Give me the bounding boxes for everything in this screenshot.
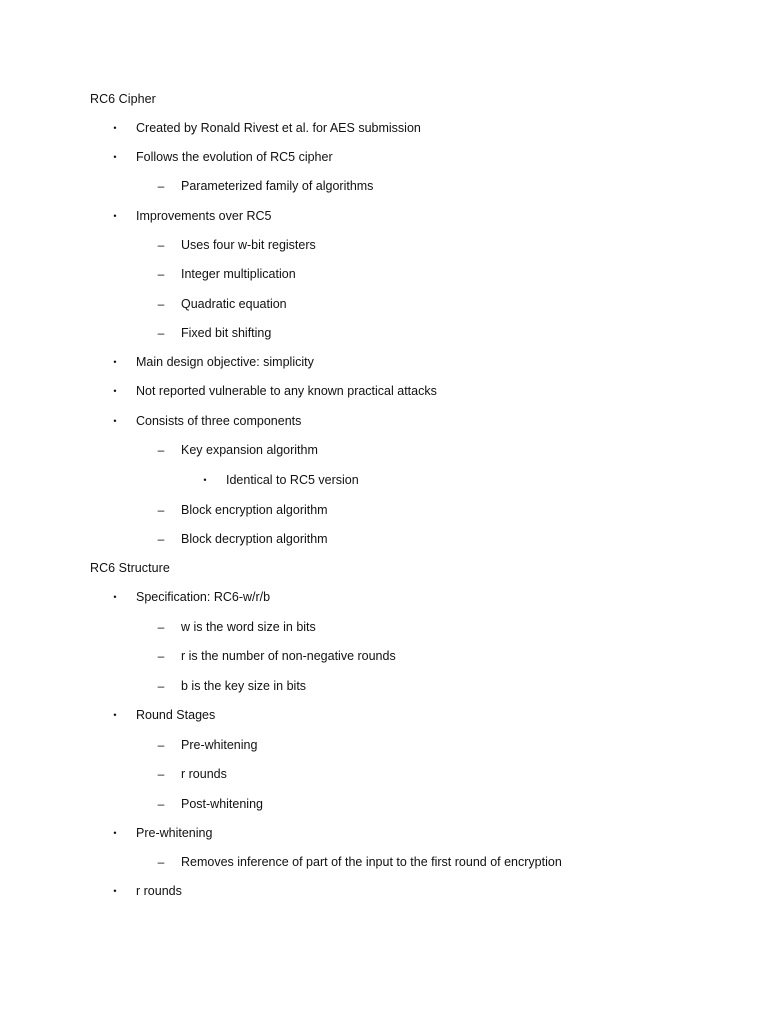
dash-marker: – [157, 620, 165, 634]
bullet-marker: • [113, 828, 117, 838]
bullet-marker: • [113, 592, 117, 602]
list-item-text: Follows the evolution of RC5 cipher [136, 150, 333, 164]
bullet-marker: • [203, 475, 207, 485]
list-item-text: Fixed bit shifting [181, 326, 272, 340]
list-item-text: r rounds [181, 767, 227, 781]
dash-marker: – [157, 179, 165, 193]
list-item-text: Block decryption algorithm [181, 532, 328, 546]
list-item-text: Uses four w-bit registers [181, 238, 316, 252]
dash-marker: – [157, 679, 165, 693]
list-item-text: Parameterized family of algorithms [181, 179, 374, 193]
dash-marker: – [157, 238, 165, 252]
dash-marker: – [157, 532, 165, 546]
list-item-text: Specification: RC6-w/r/b [136, 590, 271, 604]
list-item-text: Not reported vulnerable to any known practical attacks [136, 384, 437, 398]
bullet-marker: • [113, 123, 117, 133]
list-item-text: r rounds [136, 884, 182, 898]
list-item-text: b is the key size in bits [181, 679, 307, 693]
bullet-marker: • [113, 416, 117, 426]
dash-marker: – [157, 267, 165, 281]
list-item-text: Improvements over RC5 [136, 209, 272, 223]
dash-marker: – [157, 443, 165, 457]
dash-marker: – [157, 649, 165, 663]
dash-marker: – [157, 738, 165, 752]
dash-marker: – [157, 503, 165, 517]
bullet-marker: • [113, 211, 117, 221]
dash-marker: – [157, 767, 165, 781]
bullet-marker: • [113, 710, 117, 720]
bullet-marker: • [113, 886, 117, 896]
list-item-text: Main design objective: simplicity [136, 355, 314, 369]
list-item-text: r is the number of non-negative rounds [181, 649, 396, 663]
list-item-text: Pre-whitening [136, 826, 213, 840]
bullet-marker: • [113, 152, 117, 162]
section-heading-rc6-cipher: RC6 Cipher [90, 92, 156, 106]
list-item-text: Key expansion algorithm [181, 443, 318, 457]
section-heading-rc6-structure: RC6 Structure [90, 561, 170, 575]
list-item-text: w is the word size in bits [181, 620, 316, 634]
list-item-text: Consists of three components [136, 414, 302, 428]
dash-marker: – [157, 855, 165, 869]
dash-marker: – [157, 797, 165, 811]
list-item-text: Pre-whitening [181, 738, 258, 752]
list-item-text: Removes inference of part of the input to the first round of encryption [181, 855, 562, 869]
list-item-text: Integer multiplication [181, 267, 296, 281]
list-item-text: Post-whitening [181, 797, 263, 811]
list-item-text: Round Stages [136, 708, 216, 722]
bullet-marker: • [113, 357, 117, 367]
bullet-marker: • [113, 386, 117, 396]
list-item-text: Quadratic equation [181, 297, 287, 311]
dash-marker: – [157, 326, 165, 340]
list-item-text: Identical to RC5 version [226, 473, 359, 487]
list-item-text: Created by Ronald Rivest et al. for AES submission [136, 121, 421, 135]
list-item-text: Block encryption algorithm [181, 503, 328, 517]
dash-marker: – [157, 297, 165, 311]
